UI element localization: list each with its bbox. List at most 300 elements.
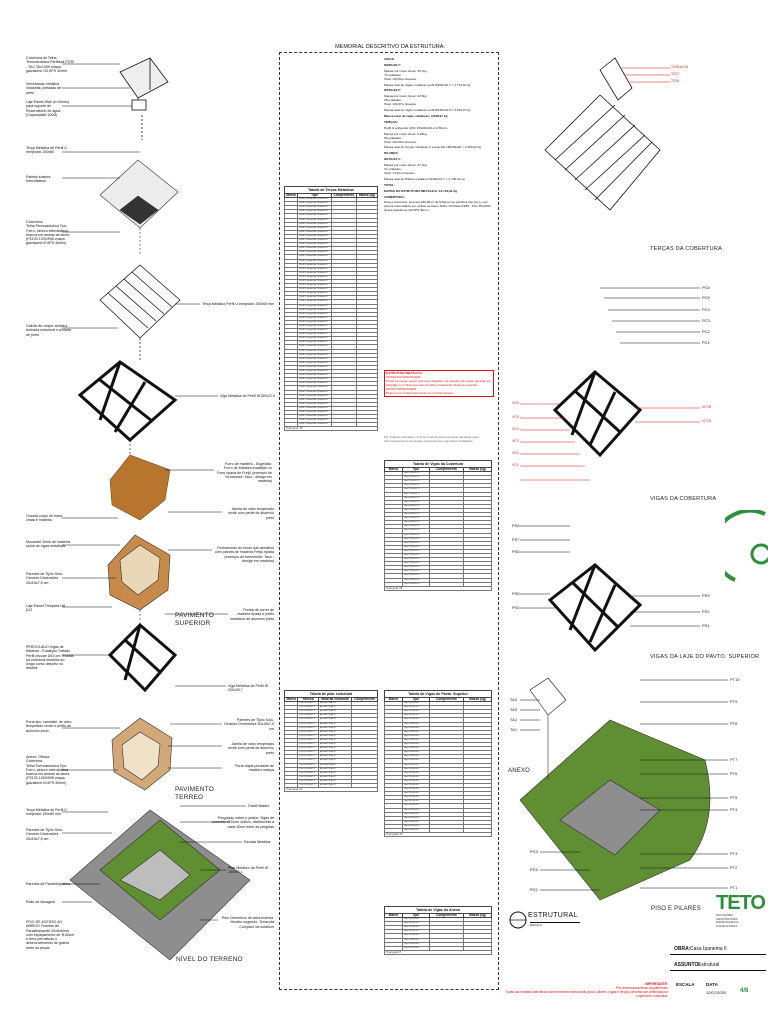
table-row: Viga W150x22,5 [385, 521, 492, 525]
label-piso-acesso: PISO DE ACESSO AO ABRIGO Forletas de Paralelepípedo 20x8x6mm com espaçamento de 'B.60cm e ferro permitindo o desenvolvimento de grama entre as peças [26, 920, 75, 950]
assunto-label: ASSUNTO: [674, 962, 701, 968]
tag-ta: TA4 [510, 697, 518, 702]
table-vigas-cobertura-title: Tabela de Vigas da Cobertura [384, 460, 492, 467]
table-header: Massa (kg) [463, 914, 491, 918]
table-row: Perfil U enrijecido 150x60x20 [285, 345, 378, 349]
table-header: Massa (kg) [463, 698, 491, 702]
table-row: Viga W200x35,7 [385, 751, 492, 755]
table-header: Comprimento [429, 468, 463, 472]
memorial-line: PILARES: [384, 151, 399, 156]
table-row: Viga W200x35,7 [385, 930, 492, 934]
table-row: Pilar W150x37,1 Aço ASTM A572 [285, 710, 378, 714]
tag-pc: PC4 [702, 307, 710, 312]
section-pav-superior: PAVIMENTO SUPERIOR [175, 612, 215, 627]
label-pergolado-jardim: Pergolado sobre o jardim: Vigas de concreto W10cm 4x8cm, distribuídas a cada 30cm entre as pergolas [212, 816, 274, 829]
table-row: Perfil U enrijecido 150x60x20 [285, 267, 378, 271]
table-row: Perfil U enrijecido 150x60x20 [285, 263, 378, 267]
table-pilar [284, 690, 378, 792]
assunto-value: Estrutural [698, 962, 720, 968]
logo-teto: TETO [716, 892, 765, 914]
data-label: DATA [706, 982, 718, 987]
table-pilar-title: Tabela de pilar estrutural [284, 690, 378, 697]
memorial-line: MASSA DA ESTRUTURA METÁLICA: 13.720,91 kg [384, 188, 458, 193]
warning-line-4: Pintura com Tinta Automotiva na cor Preto Fosco. [386, 390, 455, 395]
table-row: Viga W200x35,7 [385, 779, 492, 783]
tag-pt: PT8 [730, 721, 738, 726]
logo-line-4: CONSULTORIA [716, 923, 738, 928]
upper-floor-drawing [108, 535, 170, 625]
table-row: Perfil U enrijecido 150x60x20 [285, 370, 378, 374]
table-row: Viga W200x35,7 [385, 743, 492, 747]
tag-ta: TA3 [510, 707, 518, 712]
table-row: Perfil U enrijecido 150x60x20 [285, 312, 378, 316]
importante-line-2: Todas as medidas definitivas das elementos estruturais (tipos, pilares, vigas e terças) deverão ser definidas por engenheiro calculista. [505, 990, 668, 998]
table-row: Viga W150x22,5 [385, 529, 492, 533]
section-tercas-cobertura: TERÇAS DA COBERTURA [650, 246, 723, 252]
table-row: Perfil U enrijecido 150x60x20 [285, 284, 378, 288]
table-row: Pilar W150x37,1 Aço ASTM A572 [285, 706, 378, 710]
table-row: Perfil U enrijecido 150x60x20 [285, 353, 378, 357]
table-row: Pilar W150x37,1 Aço ASTM A572 [285, 730, 378, 734]
table-row: Perfil U enrijecido 150x60x20 [285, 226, 378, 230]
table-row: Viga W200x35,7 [385, 792, 492, 796]
table-total: Total geral: 56 [285, 427, 378, 431]
table-row: Pilar W150x37,1 Aço ASTM A572 [285, 718, 378, 722]
table-row: Viga W200x35,7 [385, 759, 492, 763]
memorial-line: Massa por metro linear: 6,66kg 56 unidades. Total: 203,00m lineares. [384, 131, 427, 144]
table-row: Pilar W150x37,1 Aço ASTM A572 [285, 779, 378, 783]
label-laje-trelicada: Laje Painel Treliçada H8 β12 [26, 604, 65, 613]
label-venezianas: Venezianas metálica industrial, pintadas de preto [26, 82, 61, 95]
table-row: Perfil U enrijecido 150x60x20 [285, 288, 378, 292]
tag-pt: PT9 [730, 699, 738, 704]
table-row: Perfil U enrijecido 150x60x20 [285, 251, 378, 255]
label-gradil: Gradil fixador [248, 804, 270, 808]
table-row: Pilar W150x37,1 Aço ASTM A572 [285, 775, 378, 779]
memorial-note: PS: Cálculo estimativo. O peso final da estrutura será calculado após dimensionamento do projeto estrutural por engenheiro habilitado. [384, 435, 479, 443]
table-row: Pilar W150x37,1 Aço ASTM A572 [285, 755, 378, 759]
stamp-circle-icon [508, 910, 528, 930]
label-laje-painel: Laje Painel Wall (e=40mm) para suporte de Reservatório de água (Capacidade 1000l) [26, 100, 70, 117]
table-header: Tipo [402, 468, 429, 472]
table-tercas [284, 186, 378, 431]
tag-pt: PT10 [730, 677, 740, 682]
table-row: Perfil U enrijecido 150x60x20 [285, 333, 378, 337]
memorial-title: MEMORIAL DESCRITIVO DA ESTRUTURA: [335, 44, 445, 50]
roof-beams-drawing [80, 362, 175, 460]
table-row: Viga W150x22,5 [385, 574, 492, 578]
wood-ceiling-drawing [110, 455, 170, 520]
label-piso-cimenticio: Piso Cimentício de área externa. Modelo sugerido: Terracota Compact' da solarium [221, 916, 274, 929]
memorial-line: Massa total de Pilares metálicos W150x37,1 = 2.760,24 kg [384, 176, 465, 181]
roof-trusses-drawing [100, 265, 180, 360]
table-row: Perfil U enrijecido 150x60x20 [285, 378, 378, 382]
table-row: Perfil U enrijecido 150x60x20 [285, 374, 378, 378]
table-row: Perfil U enrijecido 150x60x20 [285, 390, 378, 394]
importante-label: IMPORTANTE: [645, 982, 668, 986]
table-vigas-cobertura-grid [384, 467, 492, 591]
memorial-line: Massa por metro linear: 37,1kg 21 unidades. Total: 74,40m lineares. [384, 163, 427, 175]
table-row: Perfil U enrijecido 150x60x20 [285, 410, 378, 414]
table-row: Viga W200x35,7 [385, 796, 492, 800]
memorial-line: TOTAL: [384, 182, 396, 187]
table-row: Viga W200x35,7 [385, 714, 492, 718]
label-anexo-oficina: Anexo: Oficina Cobertura: Telha Termoacústica Tipo Forro, pintura eletrostática branca em ambas as faces. (PZ100 1000/998 chapa galvalume t0.6PS 40mm) [26, 755, 71, 785]
table-row: Perfil U enrijecido 150x60x20 [285, 386, 378, 390]
table-row: Pilar W150x37,1 Aço ASTM A572 [285, 763, 378, 767]
table-header: Marca [286, 193, 296, 197]
tag-terca-red-2: TC07 [671, 72, 680, 76]
table-row: Viga W200x35,7 [385, 922, 492, 926]
memorial-line: W200x35,7: [384, 62, 401, 67]
memorial-line: Massa total de Vigas metálicas perfil W200x35,7 = 4.770,93 kg [384, 82, 471, 87]
table-row: Perfil U enrijecido 150x60x20 [285, 329, 378, 333]
table-row: Perfil U enrijecido 150x60x20 [285, 202, 378, 206]
memorial-line: Massa por metro linear: 35,7kg 73 unidades. Total: 143,90m lineares. [384, 68, 427, 81]
table-row: Perfil U enrijecido 150x60x20 [285, 394, 378, 398]
table-row: Viga W200x35,7 [385, 816, 492, 820]
label-viga-sup: Viga Metálica de Perfil W 200x35,7 [228, 684, 269, 693]
table-row: Viga W150x22,5 [385, 496, 492, 500]
table-vigas-superior [384, 690, 492, 837]
label-paredes-solo: Paredes de Tijolo Solo-Cimento Dimensões 30x15x7,5 cm [224, 718, 274, 731]
ground-floor-drawing [112, 718, 172, 790]
section-nivel-terreno: NÍVEL DO TERRENO [176, 956, 243, 963]
label-janela-vidro: Janela de vidro temperado verde com perfis de alumínio preto [227, 507, 274, 520]
table-row: Viga W200x35,7 [385, 747, 492, 751]
table-row: Perfil U enrijecido 150x60x20 [285, 316, 378, 320]
table-row: Viga W200x35,7 [385, 702, 492, 706]
label-viga-cob: Viga Metálica de Perfil W150x22,5 [220, 394, 275, 398]
table-total: Total geral: 32 [385, 833, 492, 837]
table-row: Viga W150x22,5 [385, 504, 492, 508]
table-row: Pilar W150x37,1 Aço ASTM A572 [285, 743, 378, 747]
tag-terca-red-1: TC04 to V4 [671, 65, 689, 69]
obra-label: OBRA: [674, 946, 691, 952]
table-row: Perfil U enrijecido 150x60x20 [285, 279, 378, 283]
table-row: Pilar W150x37,1 Aço ASTM A572 [285, 726, 378, 730]
table-row: Viga W200x35,7 [385, 718, 492, 722]
tag-vc: VC1 [512, 463, 519, 467]
memorial-line: W150x22,5: [384, 88, 401, 93]
tag-ta: TA2 [510, 717, 518, 722]
tag-pt: PT1 [730, 885, 738, 890]
table-row: Pilar W150x37,1 Aço ASTM A572 [285, 722, 378, 726]
table-row: Viga W150x22,5 [385, 508, 492, 512]
table-row: Perfil U enrijecido 150x60x20 [285, 349, 378, 353]
table-row: Pilar W150x37,1 Aço ASTM A572 [285, 702, 378, 706]
table-row: Perfil U enrijecido 150x60x20 [285, 275, 378, 279]
table-row: Perfil U enrijecido 150x60x20 [285, 239, 378, 243]
memorial-line: Massa total de vigas metálicas: 9.838,97 kg [384, 113, 448, 118]
tag-ps: PS2 [702, 609, 710, 614]
table-row: Viga W150x22,5 [385, 582, 492, 586]
memorial-line: W150x37,1: [384, 157, 401, 162]
table-header: Tipo [298, 194, 332, 198]
table-header: Marca [285, 698, 298, 702]
roof-box-drawing [120, 58, 168, 140]
label-paredes-sup: Paredes de Tijolo Solo-Cimento Dimensões 30x15x7,5 cm [26, 572, 64, 585]
label-terca-metalica: Terça Metálica de Perfil U enrijecido 150x60 [26, 146, 67, 155]
table-row: Pilar W150x37,1 Aço ASTM A572 [285, 783, 378, 787]
table-row: Viga W150x22,5 [385, 480, 492, 484]
tag-vc: VC2 [512, 451, 519, 455]
tag-pt: PT7 [730, 757, 738, 762]
label-cobertura-telha: Cobertura de Telha Termoacústica Perfilada PZ35 - TAC 35x1059 chapa galvalume G0,5PS 40mm [26, 56, 74, 73]
table-row: Viga W200x35,7 [385, 918, 492, 922]
table-row: Viga W200x35,7 [385, 942, 492, 946]
table-row: Perfil U enrijecido 150x60x20 [285, 308, 378, 312]
table-row: Perfil U enrijecido 150x60x20 [285, 325, 378, 329]
label-paineis-solares: Painéis solares fotovoltaicos [26, 175, 51, 184]
table-row: Viga W150x22,5 [385, 549, 492, 553]
table-row: Pilar W150x37,1 Aço ASTM A572 [285, 734, 378, 738]
label-pilar-met: Pilar Metálico de Perfil W 150x37,1 [228, 866, 269, 875]
tag-ps: PS3 [702, 593, 710, 598]
table-row: Pilar W150x37,1 Aço ASTM A572 [285, 751, 378, 755]
table-row: Viga W150x22,5 [385, 545, 492, 549]
table-row: Perfil U enrijecido 150x60x20 [285, 255, 378, 259]
table-row: Viga W200x35,7 [385, 800, 492, 804]
table-row: Viga W150x22,5 [385, 533, 492, 537]
table-header: Marca [385, 914, 403, 918]
label-cobertura-forro: Cobertura: Telha Termoacústica Tipo Forro, pintura eletrostática branca em ambas as faces. (PZ100 1000/998 chapa galvalume t0.6PS 40mm) [26, 220, 71, 246]
upper-slab-beams-drawing [110, 625, 175, 690]
label-pergolado: PERGOLADO Vigas de Madeira - Eucalipto Tratado Perfil circular Ø15 cm, fixadas na estrutura metálica ao longo como descrito no detalhe [26, 645, 74, 671]
memorial-line: TERÇAS: [384, 119, 398, 124]
table-row: Perfil U enrijecido 150x60x20 [285, 357, 378, 361]
tag-pc: PC3 [702, 318, 710, 323]
obra-value: Casa Ipanema II [690, 946, 727, 952]
table-header: Marca [385, 468, 403, 472]
table-vigas-superior-title: Tabela de Vigas do Pavto. Superior [384, 690, 492, 697]
tag-pt: PT4 [730, 807, 738, 812]
table-row: Viga W150x22,5 [385, 513, 492, 517]
table-row: Perfil U enrijecido 150x60x20 [285, 222, 378, 226]
table-row: Viga W200x35,7 [385, 738, 492, 742]
table-row: Pilar W150x37,1 Aço ASTM A572 [285, 747, 378, 751]
table-row: Viga W200x35,7 [385, 734, 492, 738]
tag-pc: PC2 [702, 329, 710, 334]
importante-line-1: Pré-dimensionamento arquitetônico [615, 986, 668, 990]
table-total: Total geral: 8 [385, 950, 492, 954]
pc-leaders [600, 288, 700, 343]
table-vigas-anexo [384, 906, 492, 955]
table-row: Viga W150x22,5 [385, 558, 492, 562]
tag-ps: PS8 [512, 523, 520, 528]
label-escada: Escada Metálica [244, 840, 271, 844]
tag-pt: PT5 [730, 795, 738, 800]
table-header: Massa (kg) [463, 468, 491, 472]
label-terca-u: Terça Metálica Perfil U enrijecido 150x60 mm [202, 302, 275, 306]
table-row: Viga W150x22,5 [385, 541, 492, 545]
table-row: Viga W200x35,7 [385, 934, 492, 938]
table-row: Viga W150x22,5 [385, 562, 492, 566]
table-row: Viga W200x35,7 [385, 730, 492, 734]
tag-ps: PS6 [512, 549, 520, 554]
table-row: Perfil U enrijecido 150x60x20 [285, 361, 378, 365]
tag-vc: VC5 [512, 415, 519, 419]
table-row: Perfil U enrijecido 150x60x20 [285, 320, 378, 324]
table-vigas-cobertura [384, 460, 492, 591]
table-row: Viga W200x35,7 [385, 829, 492, 833]
table-row: Perfil U enrijecido 150x60x20 [285, 210, 378, 214]
table-row: Perfil U enrijecido 150x60x20 [285, 296, 378, 300]
tag-pc: PC5 [702, 295, 710, 300]
table-header: Marca [385, 698, 403, 702]
tag-ps: PS7 [512, 537, 520, 542]
memorial-line: COBERTURA: [384, 194, 405, 199]
table-row: Viga W150x22,5 [385, 484, 492, 488]
table-row: Perfil U enrijecido 150x60x20 [285, 292, 378, 296]
table-row: Perfil U enrijecido 150x60x20 [285, 198, 378, 202]
table-row: Perfil U enrijecido 150x60x20 [285, 382, 378, 386]
table-row: Perfil U enrijecido 150x60x20 [285, 234, 378, 238]
table-row: Viga W200x35,7 [385, 812, 492, 816]
table-pilar-grid [284, 697, 378, 792]
solar-panels-drawing [100, 160, 178, 255]
table-row: Perfil U enrijecido 150x60x20 [285, 271, 378, 275]
section-piso-pilares: PISO E PILARES [651, 906, 701, 912]
warning-box [384, 370, 494, 397]
tag-pg: PG3 [530, 849, 539, 854]
memorial-line: VIGAS: [384, 57, 395, 61]
memorial-text [384, 58, 494, 215]
upper-slab-right-drawing [550, 565, 640, 650]
table-row: Viga W200x35,7 [385, 767, 492, 771]
table-row: Perfil U enrijecido 150x60x20 [285, 341, 378, 345]
warning-line-3: APÓS A MONTAGEM: [386, 386, 417, 391]
tag-ps: PS4 [512, 605, 520, 610]
table-row: Perfil U enrijecido 150x60x20 [285, 214, 378, 218]
label-calhas: Calhas de chapa metálica dobrada estrutural e pintada de preto [26, 324, 71, 337]
stamp-sub: ESCALA [530, 922, 580, 927]
tag-pt: PT2 [730, 865, 738, 870]
table-header: Comprimento [429, 914, 463, 918]
table-row: Viga W150x22,5 [385, 553, 492, 557]
table-row: Viga W150x22,5 [385, 566, 492, 570]
importante-block [500, 982, 668, 998]
table-row: Perfil U enrijecido 150x60x20 [285, 423, 378, 427]
seal-logo [725, 510, 768, 590]
table-row: Perfil U enrijecido 150x60x20 [285, 406, 378, 410]
table-row: Viga W150x22,5 [385, 488, 492, 492]
table-row: Pilar W150x37,1 Aço ASTM A572 [285, 738, 378, 742]
label-porta-vidro: Porta tipo 'camarão' de vidro temperado verde e perfis de alumínio preto [26, 720, 72, 733]
table-row: Perfil U enrijecido 150x60x20 [285, 365, 378, 369]
label-fechamento: Fechamento do fundo das armários com painéis de madeira Freijó ripada (exemplo de fornecedor: Taco - design em madeira) [214, 546, 274, 563]
table-row: Perfil U enrijecido 150x60x20 [285, 259, 378, 263]
table-row: Pilar W150x37,1 Aço ASTM A572 [285, 714, 378, 718]
table-row: Viga W200x35,7 [385, 775, 492, 779]
ground-structure-drawing [520, 678, 710, 900]
table-row: Viga W200x35,7 [385, 938, 492, 942]
logo-line-3: ENGENHARIA E [716, 920, 739, 925]
table-tercas-title: Tabela de Terças Metálicas [284, 186, 378, 193]
tag-vc7b: VC7B [702, 405, 711, 409]
section-anexo: ANEXO [508, 768, 531, 774]
label-portas-correr: Portas de correr de madeira ripada e perfis metálicos de alumínio preto [230, 608, 274, 621]
data-value: 12/07/2020 [706, 990, 727, 995]
table-header: Tipo [402, 914, 429, 918]
table-row: Viga W150x22,5 [385, 472, 492, 476]
table-row: Viga W200x35,7 [385, 824, 492, 828]
section-vigas-laje: VIGAS DA LAJE DO PAVTO. SUPERIOR [650, 654, 760, 660]
logo-line-2: ARQUITETURA [716, 916, 738, 921]
table-header: Tipo [402, 698, 429, 702]
table-vigas-anexo-grid [384, 913, 492, 955]
table-row: Viga W150x22,5 [385, 525, 492, 529]
tag-pt: PT3 [730, 851, 738, 856]
tag-vc7a: VC7A [702, 419, 711, 423]
label-paredes-piso: Paredes de Pisoitetelpistela [26, 882, 71, 886]
table-row: Viga W200x35,7 [385, 946, 492, 950]
table-row: Perfil U enrijecido 150x60x20 [285, 402, 378, 406]
roof-beams-right-drawing [555, 372, 640, 455]
tag-ps: PS1 [702, 623, 710, 628]
table-header: Comprimento [429, 698, 463, 702]
table-row: Viga W150x22,5 [385, 492, 492, 496]
table-row: Perfil U enrijecido 150x60x20 [285, 206, 378, 210]
label-guarda-corpo: Guarda corpo de barra chata e madeira [26, 514, 63, 523]
label-paredes-ter: Paredes de Tijolo Solo-Cimento Dimensões 30x15x7,5 cm [26, 828, 64, 841]
purlins-drawing [545, 58, 660, 210]
table-row: Perfil U enrijecido 150x60x20 [285, 300, 378, 304]
terrain-drawing [70, 810, 250, 960]
tag-pc: PC6 [702, 285, 710, 290]
label-janela-vidro-2: Janela de vidro temperado verde com perfis de alumínio preto [227, 742, 274, 755]
table-header: Material estrutural [318, 698, 351, 702]
memorial-line: Massa por metro linear: 22,5kg 28 unidades. Total: 109,07m lineares. [384, 94, 427, 107]
table-row: Perfil U enrijecido 150x60x20 [285, 337, 378, 341]
tag-pc: PC1 [702, 340, 710, 345]
table-header: Família [298, 698, 319, 702]
table-row: Perfil U enrijecido 150x60x20 [285, 230, 378, 234]
table-header: Comprimento [352, 698, 378, 702]
table-row: Viga W150x22,5 [385, 517, 492, 521]
section-vigas-cobertura: VIGAS DA COBERTURA [650, 496, 717, 502]
memorial-line: Massa total de Vigas metálicas perfil W150x22,5 = 2.454,07 kg [384, 108, 471, 113]
table-row: Viga W200x35,7 [385, 763, 492, 767]
table-row: Viga W200x35,7 [385, 804, 492, 808]
section-pav-terreo: PAVIMENTO TERREO [175, 786, 215, 801]
table-vigas-anexo-title: Tabela de Vigas do Anexo [384, 906, 492, 913]
tag-vc: VC3 [512, 439, 519, 443]
tag-ta: TA1 [510, 727, 518, 732]
table-row: Viga W150x22,5 [385, 537, 492, 541]
table-row: Pilar W150x37,1 Aço ASTM A572 [285, 759, 378, 763]
tag-ps: PS5 [512, 591, 520, 596]
label-porta-dupla: Porta dupla pivotante de madeira maciça [235, 764, 274, 773]
table-row: Perfil U enrijecido 150x60x20 [285, 398, 378, 402]
table-row: Viga W150x22,5 [385, 476, 492, 480]
tag-terca-red-3: TC04 [671, 79, 680, 83]
tag-vc: VC6 [512, 401, 519, 405]
ps-leaders [520, 526, 700, 626]
table-header: Comprimento [331, 194, 356, 198]
warning-title: ESTRUTURA METÁLICA: [386, 371, 423, 375]
tag-pg: PG2 [530, 867, 539, 872]
table-row: Viga W200x35,7 [385, 808, 492, 812]
escala-label: ESCALA [676, 982, 695, 987]
table-row: Viga W150x22,5 [385, 578, 492, 582]
table-tercas-grid [284, 193, 378, 431]
table-row: Perfil U enrijecido 150x60x20 [285, 247, 378, 251]
table-row: Viga W200x35,7 [385, 820, 492, 824]
table-row: Viga W200x35,7 [385, 755, 492, 759]
sheet-number: 4/8 [740, 988, 749, 994]
memorial-line: Perfil U enrijecido UDC 150x60x20 e=2,65mm [384, 125, 448, 130]
